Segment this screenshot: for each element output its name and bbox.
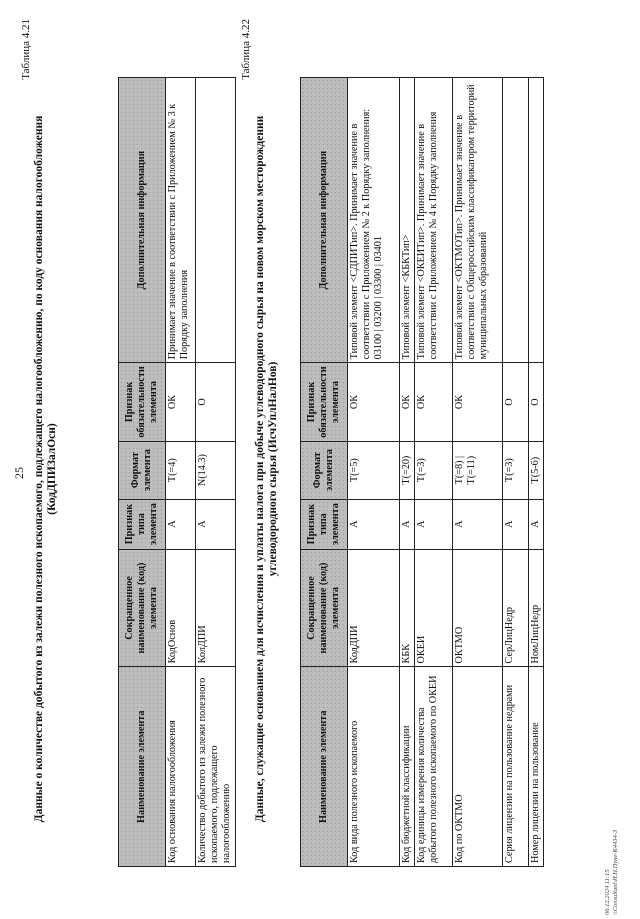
footer-date: 06.12.2024 11:15 (604, 869, 611, 915)
cell-code: НомЛицНедр (529, 549, 544, 667)
cell-type: А (415, 499, 453, 549)
cell-name: Код единицы измерения количества добытого полезного ископаемого по ОКЕИ (415, 667, 453, 867)
cell-name: Код основания налогообложения (166, 667, 196, 867)
cell-format: N(14.3) (196, 441, 236, 499)
table-4-22-title: Данные, служащие основанием для исчисления и уплаты налога при добыче углеводородного сырья на новом морском месторождении углеводородного сырья (ИсчУплНалНов) (254, 115, 279, 823)
cell-info: Принимает значение в соответствии с Приложением № 3 к Порядку заполнения (166, 78, 196, 363)
header-type: Признак типа элемента (119, 499, 166, 549)
cell-format: Т(5-6) (529, 441, 544, 499)
cell-type: А (348, 499, 400, 549)
cell-format: Т(=8) | Т(=11) (453, 441, 503, 499)
cell-name: Количество добытого из залежи полезного ископаемого, подлежащего налогообложению (196, 667, 236, 867)
cell-type: А (196, 499, 236, 549)
cell-required: О (529, 363, 544, 441)
table-4-21-title: Данные о количестве добытого из залежи полезного ископаемого, подлежащего налогообложению, по коду основания налогообложения (КодДПИЗалОсн) (33, 115, 58, 823)
cell-format: Т(=5) (348, 441, 400, 499)
cell-type: А (453, 499, 503, 549)
cell-required: ОК (166, 363, 196, 441)
cell-required: О (196, 363, 236, 441)
cell-name: Номер лицензии на пользование (529, 667, 544, 867)
header-format: Формат элемента (119, 441, 166, 499)
table-4-22 (300, 77, 544, 867)
table-header-row (301, 78, 348, 867)
cell-info: Типовой элемент <КБКТип> (400, 78, 415, 363)
table-row (503, 78, 529, 867)
table-row (453, 78, 503, 867)
cell-required: ОК (453, 363, 503, 441)
header-type: Признак типа элемента (301, 499, 348, 549)
table-4-21-number: Таблица 4.21 (20, 19, 32, 80)
footer-stamp (604, 830, 620, 915)
table-row (400, 78, 415, 867)
cell-code: КодОснов (166, 549, 196, 667)
cell-code: КолДПИ (196, 549, 236, 667)
cell-required: ОК (400, 363, 415, 441)
cell-code: ОКТМО (453, 549, 503, 667)
table-header-row (119, 78, 166, 867)
header-code: Сокращенное наименование (код) элемента (119, 549, 166, 667)
page-number: 25 (12, 467, 26, 479)
header-info: Дополнительная информация (301, 78, 348, 363)
cell-type: А (400, 499, 415, 549)
header-code: Сокращенное наименование (код) элемента (301, 549, 348, 667)
cell-format: Т(=3) (415, 441, 453, 499)
cell-name: Код вида полезного ископаемого (348, 667, 400, 867)
cell-code: ОКЕИ (415, 549, 453, 667)
table-row (529, 78, 544, 867)
table-4-21 (118, 77, 236, 867)
header-format: Формат элемента (301, 441, 348, 499)
table-row (196, 78, 236, 867)
header-info: Дополнительная информация (119, 78, 166, 363)
table-row (166, 78, 196, 867)
footer-source: \\Consultant\И.Н.Пуне-К4434-3 (612, 829, 619, 915)
cell-info: Типовой элемент <ОКЕИТип>. Принимает значение в соответствии с Приложением № 4 к Порядку заполнения (415, 78, 453, 363)
cell-info (196, 78, 236, 363)
cell-type: А (529, 499, 544, 549)
cell-name: Код бюджетной классификации (400, 667, 415, 867)
cell-type: А (166, 499, 196, 549)
cell-info: Типовой элемент <СДПИТип>. Принимает значение в соответствии с Приложением № 2 к Порядку заполнения: 03100 | 03200 | 03300 | 03401 (348, 78, 400, 363)
cell-code: КБК (400, 549, 415, 667)
cell-required: ОК (348, 363, 400, 441)
cell-info (529, 78, 544, 363)
cell-code: КодДПИ (348, 549, 400, 667)
cell-name: Код по ОКТМО (453, 667, 503, 867)
cell-code: СерЛицНедр (503, 549, 529, 667)
cell-info (503, 78, 529, 363)
cell-type: А (503, 499, 529, 549)
cell-required: О (503, 363, 529, 441)
cell-name: Серия лицензии на пользование недрами (503, 667, 529, 867)
table-4-22-number: Таблица 4.22 (240, 19, 252, 80)
header-name: Наименование элемента (301, 667, 348, 867)
header-name: Наименование элемента (119, 667, 166, 867)
table-row (348, 78, 400, 867)
header-required: Признак обязательности элемента (119, 363, 166, 441)
table-row (415, 78, 453, 867)
cell-required: ОК (415, 363, 453, 441)
cell-info: Типовой элемент <ОКТМОТип>. Принимает значение в соответствии с Общероссийским классификатором территорий муниципальных образований (453, 78, 503, 363)
header-required: Признак обязательности элемента (301, 363, 348, 441)
cell-format: Т(=20) (400, 441, 415, 499)
cell-format: Т(=4) (166, 441, 196, 499)
cell-format: Т(=3) (503, 441, 529, 499)
